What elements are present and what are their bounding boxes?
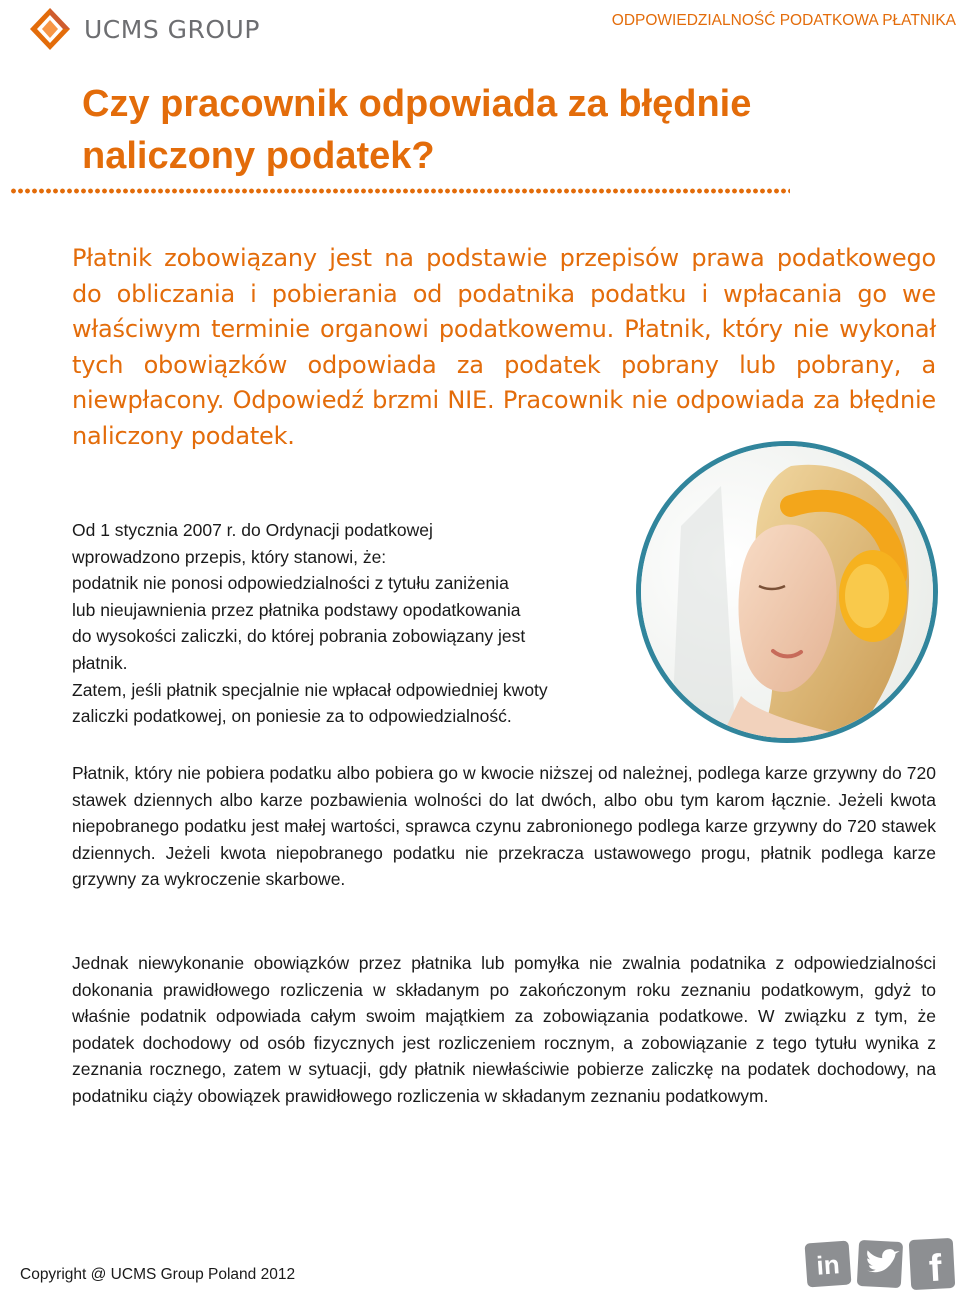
ucms-logo-icon	[26, 6, 74, 52]
intro-line: zaliczki podatkowej, on poniesie za to odpowiedzialność.	[72, 706, 512, 727]
intro-line: do wysokości zaliczki, do której pobrania zobowiązany jest	[72, 626, 526, 647]
intro-line: podatnik nie ponosi odpowiedzialności z tytułu zaniżenia	[72, 573, 509, 594]
logo-wordmark: UCMS GROUP	[84, 14, 260, 44]
section-label: ODPOWIEDZIALNOŚĆ PODATKOWA PŁATNIKA	[611, 12, 956, 29]
woman-headphones-photo	[636, 441, 938, 743]
linkedin-icon[interactable]	[805, 1241, 852, 1288]
paragraph-obligations: Jednak niewykonanie obowiązków przez płatnika lub pomyłka nie zwalnia podatnika z odpowiedzialności dokonania prawidłowego rozliczenia w składanym po zakończonym roku zeznaniu podatkowym, gdyż to właśnie podatnik odpowiada całym swoim majątkiem za zobowiązania podatkowe. W związku z tym, że podatek dochodowy od osób fizycznych jest rozliczeniem rocznym, a zobowiązanie z tego tytułu wynika z zeznania rocznego, zatem w sytuacji, gdy płatnik niewłaściwie pobierze zaliczkę na podatek dochodowy, na podatniku ciąży obowiązek prawidłowego rozliczenia w składanym zeznaniu podatkowym.	[72, 953, 936, 1106]
facebook-icon[interactable]	[909, 1238, 956, 1291]
paragraph-penalties: Płatnik, który nie pobiera podatku albo pobiera go w kwocie niższej od należnej, podlega karze grzywny do 720 stawek dziennych albo karze pozbawienia wolności do lat dwóch, albo obu tym karom łącznie. Jeżeli kwota niepobranego podatku jest małej wartości, sprawca czynu zabronionego podlega karze grzywny do 720 stawek dziennych. Jeżeli kwota niepobranego podatku nie przekracza ustawowego progu, płatnik podlega karze grzywny za wykroczenie skarbowe.	[72, 763, 936, 890]
dotted-divider	[10, 188, 790, 194]
svg-text:in: in	[815, 1249, 841, 1281]
copyright-notice: Copyright @ UCMS Group Poland 2012	[20, 1266, 296, 1283]
company-logo	[26, 6, 260, 52]
intro-line: lub nieujawnienia przez płatnika podstawy opodatkowania	[72, 599, 521, 620]
page-title: Czy pracownik odpowiada za błędnie naliczony podatek?	[82, 83, 752, 177]
lead-paragraph: Płatnik zobowiązany jest na podstawie przepisów prawa podatkowego do obliczania i pobierania od podatnika podatku i wpłacania go we właściwym terminie organowi podatkowemu. Płatnik, który nie wykonał tych obowiązków odpowiada za podatek pobrany lub pobrany, a niewpłacony. Odpowiedź brzmi NIE. Pracownik nie odpowiada za błędnie naliczony podatek.	[72, 244, 936, 450]
photo-illustration	[641, 446, 933, 738]
intro-line: Zatem, jeśli płatnik specjalnie nie wpłacał odpowiedniej kwoty	[72, 679, 548, 700]
intro-block	[72, 517, 647, 730]
twitter-icon[interactable]	[857, 1240, 903, 1288]
social-icons	[800, 1236, 960, 1293]
intro-line: wprowadzono przepis, który stanowi, że:	[72, 546, 387, 567]
intro-line: Od 1 stycznia 2007 r. do Ordynacji podatkowej	[72, 520, 433, 540]
intro-line: płatnik.	[72, 652, 128, 673]
svg-text:f: f	[927, 1247, 943, 1291]
